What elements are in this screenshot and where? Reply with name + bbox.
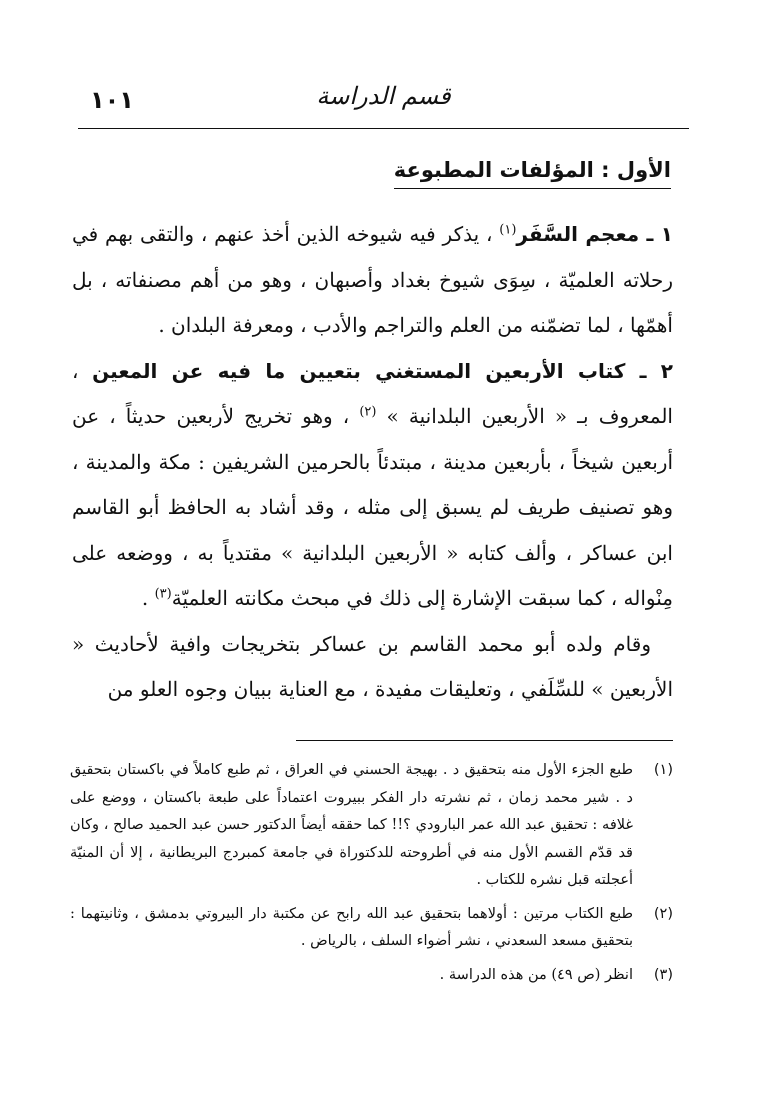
footnote-ref-3: (٣)	[154, 586, 172, 602]
footnote-1-text: طبع الجزء الأول منه بتحقيق د . بهيجة الحسني في العراق ، ثم طبع كاملاً في باكستان بتحقيق د . شير محمد زمان ، ثم نشرته دار الفكر ببيروت اعتماداً على طبعة باكستان ، ووضع على غلافه : تحقيق عبد الله عمر البارودي ؟!! كما حققه أيضاً الدكتور حسن عبد الحميد صالح ، وكان قد قدّم القسم الأول منه في أطروحته للدكتوراة في جامعة كمبردج البريطانية ، إلا أن المنيّة أعجلته قبل نشره للكتاب .	[70, 762, 633, 888]
footnote-1-marker: (١)	[653, 762, 673, 778]
footnote-ref-2: (٢)	[359, 404, 377, 420]
footnote-2	[70, 901, 673, 956]
paragraph-2-text: ، وهو تخريج لأربعين حديثاً ، عن أربعين شيخاً ، بأربعين مدينة ، مبتدئاً بالحرمين الشريفين : مكة والمدينة ، وهو تصنيف طريف لم يسبق إلى مثله ، وقد أشاد به الحافظ أبو القاسم ابن عساكر ، وألف كتابه « الأربعين البلدانية » مقتدياً به ، ووضعه على مِنْواله ، كما سبقت الإشارة إلى ذلك في مبحث مكانته العلميّة	[72, 404, 673, 610]
footnote-3-text: انظر (ص ٤٩) من هذه الدراسة .	[439, 966, 633, 983]
item-title-2: ٢ ـ كتاب الأربعين المستغني بتعيين ما فيه عن المعين	[92, 358, 673, 383]
paragraph-1-text: ، يذكر فيه شيوخه الذين أخذ عنهم ، والتقى بهم في رحلاته العلميّة ، سِوَى شيوخ بغداد وأصبهان ، وهو من أهم مصنفاته ، بل أهمّها ، لما تضمّنه من العلم والتراجم والأدب ، ومعرفة البلدان .	[72, 222, 673, 337]
paragraph-3	[72, 622, 673, 713]
main-text	[72, 212, 673, 713]
footnote-2-text: طبع الكتاب مرتين : أولاهما بتحقيق عبد الله رابح عن مكتبة دار البيروتي بدمشق ، وثانيتهما : بتحقيق مسعد السعدني ، نشر أضواء السلف ، بالرياض .	[70, 905, 633, 949]
footnotes	[70, 757, 673, 989]
paragraph-2-end: .	[141, 586, 155, 610]
footnote-separator	[296, 740, 673, 741]
paragraph-2	[72, 349, 673, 622]
header-rule	[78, 128, 689, 129]
footnote-1	[70, 757, 673, 895]
paragraph-1	[72, 212, 673, 349]
page-header	[78, 78, 689, 128]
running-title: قسم الدراسة	[316, 82, 451, 110]
footnote-3-marker: (٣)	[653, 966, 673, 983]
paragraph-2-lead: ، المعروف بـ « الأربعين البلدانية »	[72, 358, 673, 428]
paragraph-3-text: وقام ولده أبو محمد القاسم بن عساكر بتخريجات وافية لأحاديث « الأربعين » للسِّلَفي ، وتعليقات مفيدة ، مع العناية ببيان وجوه العلو من	[72, 631, 673, 701]
section-heading: الأول : المؤلفات المطبوعة	[394, 158, 671, 189]
page-number: ١٠١	[90, 86, 134, 114]
footnote-ref-1: (١)	[499, 222, 517, 238]
footnote-3	[70, 962, 673, 990]
item-title-1: ١ ـ معجم السَّفَر	[516, 222, 674, 246]
footnote-2-marker: (٢)	[653, 905, 673, 922]
